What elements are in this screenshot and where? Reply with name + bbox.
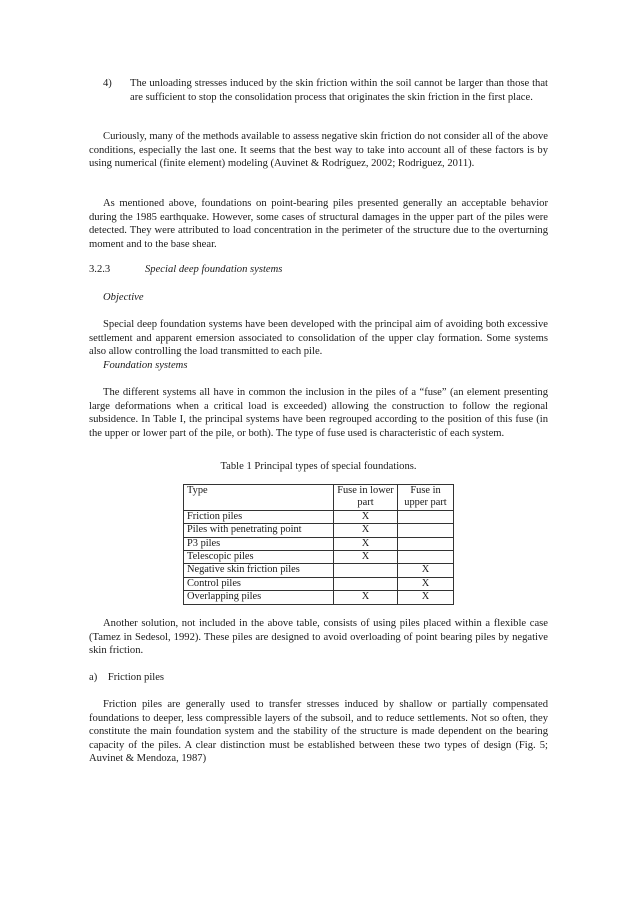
cell-upper: X [398, 577, 454, 590]
cell-upper: X [398, 591, 454, 604]
cell-type: Negative skin friction piles [184, 564, 334, 577]
cell-type: Telescopic piles [184, 551, 334, 564]
cell-upper [398, 537, 454, 550]
list-number: 4) [103, 78, 112, 89]
subheading-objective: Objective [103, 292, 144, 303]
paragraph-6: Friction piles are generally used to transfer stresses induced by shallow or partially compensated foundations to deeper, less compressible layers of the subsoil, and to reduce settlements. Not so often, they constitute the main foundation system and the stability of the structure is made dependent on the bearing capacity of the piles. A clear distinction must be established between these two types of design (Fig. 5; Auvinet & Mendoza, 1987) [89, 699, 548, 765]
cell-lower: X [334, 510, 398, 523]
cell-type: Piles with penetrating point [184, 524, 334, 537]
header-fuse-lower: Fuse in lower part [334, 485, 398, 511]
table-row [184, 591, 454, 604]
table-row [184, 564, 454, 577]
cell-lower: X [334, 551, 398, 564]
table-row [184, 537, 454, 550]
paragraph-1: Curiously, many of the methods available to assess negative skin friction do not consider all of the above conditions, especially the last one. It seems that the best way to take into account all of these factors is by using numerical (finite element) modeling (Auvinet & Rodríguez, 2002; Rodriguez, 2011). [89, 131, 548, 170]
cell-upper [398, 510, 454, 523]
cell-lower: X [334, 537, 398, 550]
cell-lower: X [334, 524, 398, 537]
paragraph-2: As mentioned above, foundations on point-bearing piles presented generally an acceptable behavior during the 1985 earthquake. However, some cases of structural damages in the upper part of the piles were detected. They were attributed to load concentration in the perimeter of the structure due to the overturning moment and to the base shear. [89, 198, 548, 250]
section-number: 3.2.3 [89, 264, 111, 275]
paragraph-5: Another solution, not included in the above table, consists of using piles placed within a flexible case (Tamez in Sedesol, 1992). These piles are designed to avoid overloading of point bearing piles by negative skin friction. [89, 618, 548, 657]
paragraph-3: Special deep foundation systems have been developed with the principal aim of avoiding both excessive settlement and apparent emersion associated to consolidation of the upper clay formation. Some systems also allow controlling the load transmitted to each pile. [89, 319, 548, 358]
table-row [184, 577, 454, 590]
header-fuse-upper: Fuse in upper part [398, 485, 454, 511]
header-type: Type [184, 485, 334, 511]
list-item-4 [103, 77, 548, 104]
cell-type: Overlapping piles [184, 591, 334, 604]
cell-lower: X [334, 591, 398, 604]
cell-type: Friction piles [184, 510, 334, 523]
table-caption: Table 1 Principal types of special foundations. [220, 461, 417, 472]
cell-lower [334, 564, 398, 577]
subheading-friction-piles: a) Friction piles [89, 672, 165, 683]
subheading-foundation-systems: Foundation systems [103, 360, 188, 371]
cell-type: Control piles [184, 577, 334, 590]
table-header-row [184, 485, 454, 511]
list-text: The unloading stresses induced by the skin friction within the soil cannot be larger than those that are sufficient to stop the consolidation process that originates the skin friction in the first place. [130, 78, 548, 103]
section-title: Special deep foundation systems [145, 264, 283, 275]
paragraph-4: The different systems all have in common the inclusion in the piles of a “fuse” (an element presenting large deformations when a critical load is exceeded) allowing the construction to follow the regional subsidence. In Table I, the principal systems have been regrouped according to the position of this fuse (in the upper or lower part of the pile, or both). The type of fuse used is characteristic of each system. [89, 387, 548, 439]
cell-upper: X [398, 564, 454, 577]
cell-upper [398, 524, 454, 537]
foundation-types-table [183, 484, 454, 605]
cell-type: P3 piles [184, 537, 334, 550]
table-row [184, 510, 454, 523]
cell-lower [334, 577, 398, 590]
table-row [184, 524, 454, 537]
table-row [184, 551, 454, 564]
cell-upper [398, 551, 454, 564]
